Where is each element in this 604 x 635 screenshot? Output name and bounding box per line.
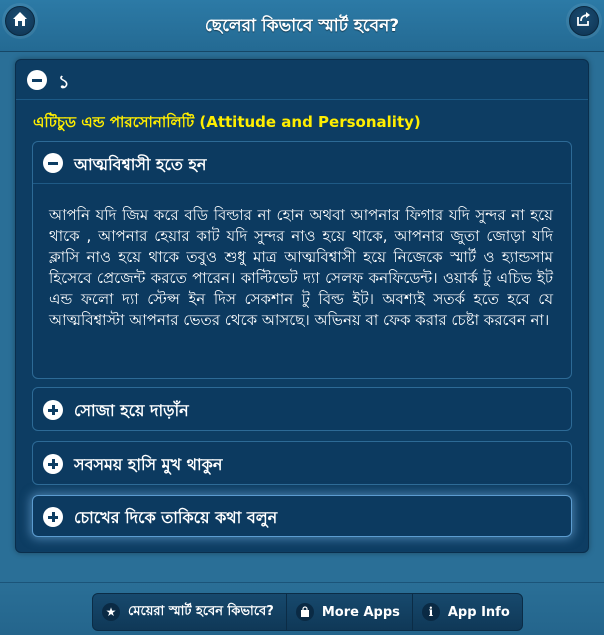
app-header	[0, 0, 604, 52]
accordion-item-smile[interactable]	[32, 441, 572, 485]
section-subheading: এটিচুড এন্ড পারসোনালিটি (Attitude and Personality)	[33, 113, 421, 131]
accordion-title: সোজা হয়ে দাড়াঁন	[74, 401, 189, 420]
more-apps-button[interactable]	[287, 594, 413, 630]
content-panel	[15, 59, 589, 553]
info-icon: i	[422, 603, 440, 621]
footer-button-label: More Apps	[321, 604, 400, 620]
section-title: ১	[58, 72, 70, 93]
plus-icon	[43, 454, 63, 474]
share-button[interactable]	[569, 6, 599, 36]
accordion-item-confidence	[32, 141, 572, 379]
plus-icon	[43, 507, 63, 527]
accordion-title: চোখের দিকে তাকিয়ে কথা বলুন	[74, 508, 278, 527]
app-info-button[interactable]	[413, 594, 522, 630]
accordion-header[interactable]	[33, 442, 571, 484]
accordion-item-eye-contact[interactable]	[32, 495, 572, 537]
share-icon	[576, 11, 592, 31]
accordion-item-stand-straight[interactable]	[32, 387, 572, 431]
footer-button-label: মেয়েরা স্মার্ট হবেন কিভাবে?	[128, 603, 274, 619]
accordion-title: সবসময় হাসি মুখ থাকুন	[74, 455, 223, 474]
accordion-header[interactable]	[33, 142, 571, 184]
accordion-header[interactable]	[33, 388, 571, 430]
section-header[interactable]	[16, 60, 588, 100]
shopping-bag-icon	[296, 603, 314, 621]
footer-button-group	[92, 593, 523, 631]
plus-icon	[43, 400, 63, 420]
footer-button-label: App Info	[447, 604, 510, 620]
page-title: ছেলেরা কিভাবে স্মার্ট হবেন?	[204, 16, 400, 36]
accordion-body-text: আপনি যদি জিম করে বডি বিল্ডার না হোন অথবা আপনার ফিগার যদি সুন্দর না হয়ে থাকে , আপনার হেয়ার কাট যদি সুন্দর নাও হয়ে থাকে, আপনার জুতা জোড়া যদি ক্লাসি নাও হয়ে থাকে তবুও শুধু মাত্র আত্মবিশ্বাসী হয়ে নিজেকে স্মার্ট ও হ্যান্ডসাম হিসেবে প্রেজেন্ট করতে পারেন। কাল্টিভেট দ্যা সেলফ কনফিডেন্ট। ওয়ার্ক টু এচিভ ইট এন্ড ফলো দ্যা স্টেপ্স ইন দিস সেকশান টু বিল্ড ইট। অবশ্যই সতর্ক হতে হবে যে আত্মবিশ্বাস্টা আপনার ভেতর থেকে আসছে। অভিনয় বা ফেক করার চেষ্টা করবেন না।	[49, 206, 553, 329]
minus-icon	[43, 153, 63, 173]
accordion-title: আত্মবিশ্বাসী হতে হন	[74, 155, 207, 174]
accordion-header[interactable]	[33, 496, 571, 538]
footer-bar	[0, 582, 604, 635]
minus-icon	[27, 70, 47, 90]
girls-smart-button[interactable]	[93, 594, 287, 630]
star-icon: ★	[102, 603, 120, 621]
